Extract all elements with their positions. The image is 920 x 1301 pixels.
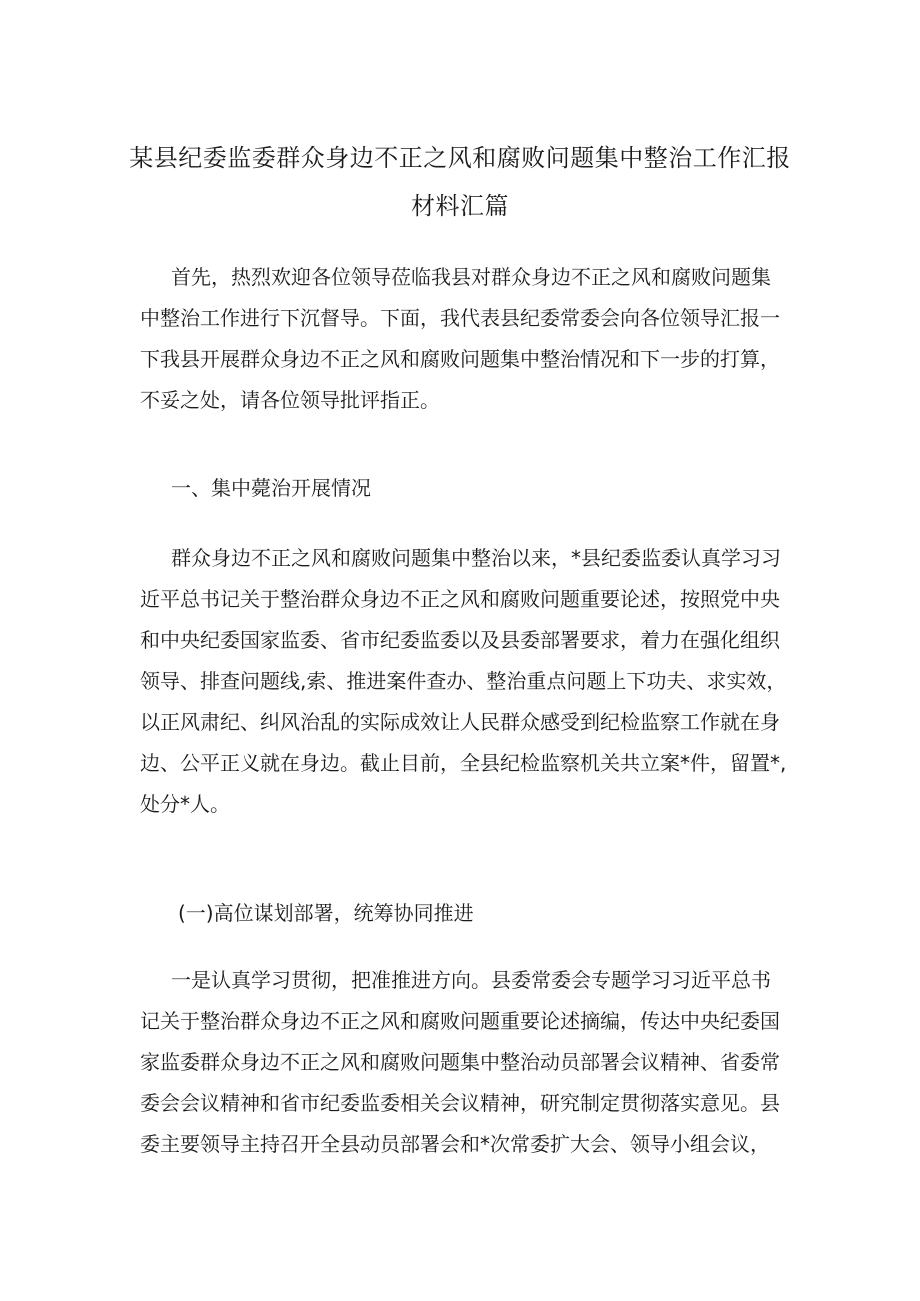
text-line: 中整治工作进行下沉督导。下面，我代表县纪委常委会向各位领导汇报一 (140, 306, 780, 330)
text-line: 首先，热烈欢迎各位领导莅临我县对群众身边不正之风和腐败问题集 (171, 265, 771, 289)
text-line: 下我县开展群众身边不正之风和腐败问题集中整治情况和下一步的打算， (140, 347, 780, 371)
text-line: 和中央纪委国家监委、省市纪委监委以及县委部署要求，着力在强化组织 (140, 628, 780, 652)
text-line: 边、公平正义就在身边。截止目前，全县纪检监察机关共立案*件，留置*, (140, 751, 787, 775)
text-line: 处分*人。 (140, 792, 230, 816)
text-line: 不妥之处，请各位领导批评指正。 (140, 388, 440, 412)
text-line: 一是认真学习贯彻，把准推进方向。县委常委会专题学习习近平总书 (171, 968, 771, 992)
text-line: 领导、排查问题线,索、推进案件查办、整治重点问题上下功夫、求实效， (140, 669, 787, 693)
paragraph-opening (140, 257, 790, 421)
paragraph-study (140, 960, 790, 1165)
heading-text: 一、集中薨治开展情况 (171, 476, 371, 500)
text-line: 记关于整治群众身边不正之风和腐败问题重要论述摘编，传达中央纪委国 (140, 1009, 780, 1033)
text-line: 家监委群众身边不正之风和腐败问题集中整治动员部署会议精神、省委常 (140, 1050, 780, 1074)
text-line: 近平总书记关于整治群众身边不正之风和腐败问题重要论述，按照党中央 (140, 587, 780, 611)
document-title-line-1: 某县纪委监委群众身边不正之风和腐败问题集中整治工作汇报 (129, 144, 791, 172)
section-heading-1 (140, 468, 790, 509)
text-line: 委会会议精神和省市纪委监委相关会议精神，研究制定贯彻落实意见。县 (140, 1091, 780, 1115)
document-title-line-2: 材料汇篇 (411, 192, 509, 220)
text-line: 委主要领导主持召开全县动员部署会和*次常委扩大会、领导小组会议， (140, 1132, 770, 1156)
heading-text: (一)高位谋划部署，统筹协同推进 (178, 901, 474, 925)
text-line: 以正风肃纪、纠风治乱的实际成效让人民群众感受到纪检监察工作就在身 (140, 710, 780, 734)
text-line: 群众身边不正之风和腐败问题集中整治以来，*县纪委监委认真学习习 (171, 546, 781, 570)
sub-heading-1 (140, 893, 790, 934)
paragraph-overview (140, 538, 790, 825)
